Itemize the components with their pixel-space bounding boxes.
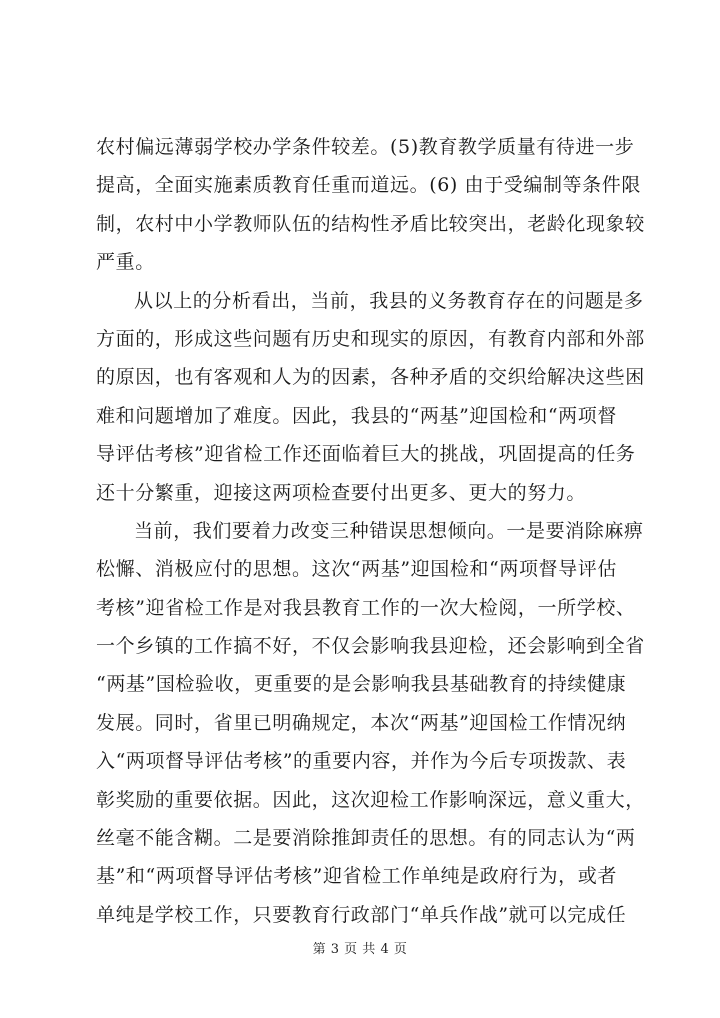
body-text <box>96 128 645 934</box>
text-line-14: 一个乡镇的工作搞不好，不仅会影响我县迎检，还会影响到全省 <box>96 635 645 658</box>
text-line-5: 从以上的分析看出，当前，我县的义务教育存在的问题是多 <box>134 289 644 312</box>
text-line-17: 入“两项督导评估考核”的重要内容，并作为今后专项拨款、表 <box>96 750 627 773</box>
text-line-1: 农村偏远薄弱学校办学条件较差。(5)教育教学质量有待进一步 <box>96 136 635 158</box>
text-line-9: 导评估考核”迎省检工作还面临着巨大的挑战，巩固提高的任务 <box>96 443 636 466</box>
text-line-18: 彰奖励的重要依据。因此，这次迎检工作影响深远，意义重大， <box>96 788 645 811</box>
text-line-12: 松懈、消极应付的思想。这次“两基”迎国检和“两项督导评估 <box>96 558 617 581</box>
text-line-16: 发展。同时，省里已明确规定，本次“两基”迎国检工作情况纳 <box>96 711 627 734</box>
text-line-20: 基”和“两项督导评估考核”迎省检工作单纯是政府行为，或者 <box>96 865 617 888</box>
text-line-21: 单纯是学校工作，只要教育行政部门“单兵作战”就可以完成任 <box>96 903 627 926</box>
text-line-15: “两基”国检验收，更重要的是会影响我县基础教育的持续健康 <box>96 673 627 696</box>
text-line-19: 丝毫不能含糊。二是要消除推卸责任的思想。有的同志认为“两 <box>96 827 636 850</box>
text-line-6: 方面的，形成这些问题有历史和现实的原因，有教育内部和外部 <box>96 327 645 350</box>
text-line-7: 的原因，也有客观和人为的因素，各种矛盾的交织给解决这些困 <box>96 366 645 389</box>
text-line-8: 难和问题增加了难度。因此，我县的“两基”迎国检和“两项督 <box>96 404 617 427</box>
text-line-10: 还十分繁重，迎接这两项检查要付出更多、更大的努力。 <box>96 481 587 504</box>
text-line-11: 当前，我们要着力改变三种错误思想倾向。一是要消除麻痹 <box>134 519 644 542</box>
text-line-3: 制，农村中小学教师队伍的结构性矛盾比较突出，老龄化现象较 <box>96 212 645 235</box>
text-line-13: 考核”迎省检工作是对我县教育工作的一次大检阅，一所学校、 <box>96 596 636 619</box>
text-line-4: 严重。 <box>96 251 155 274</box>
page-number-footer: 第 3 页 共 4 页 <box>312 942 408 957</box>
text-line-2: 提高，全面实施素质教育任重而道远。(6) 由于受编制等条件限 <box>96 174 641 197</box>
